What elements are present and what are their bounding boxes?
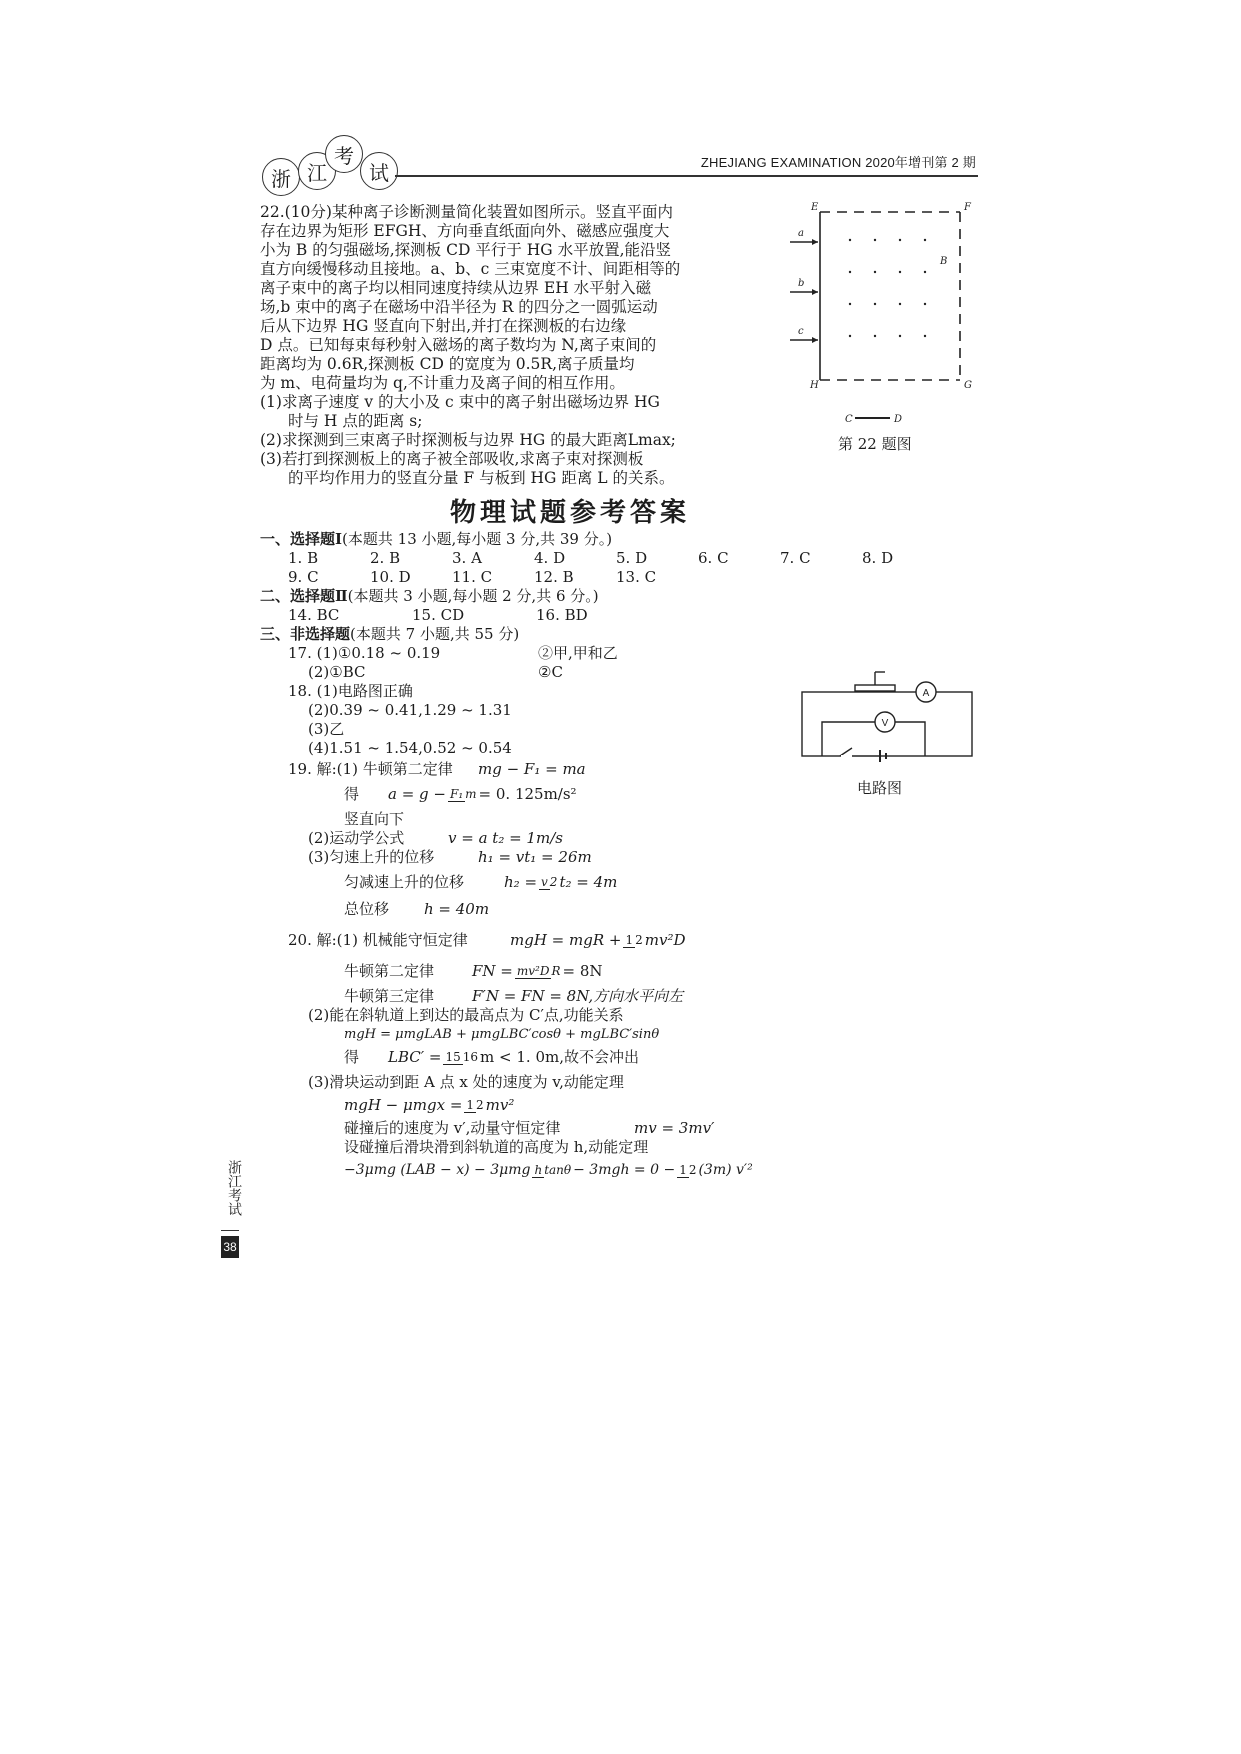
answer-item: 13. C bbox=[616, 568, 657, 586]
q20-line bbox=[260, 1161, 960, 1180]
field-dot bbox=[899, 303, 901, 305]
q20-text: (2)能在斜轨道上到达的最高点为 C′点,功能关系 bbox=[308, 1006, 624, 1024]
q22-sub: (2)求探测到三束离子时探测板与边界 HG 的最大距离Lmax; bbox=[260, 431, 676, 449]
frac-num: F₁ bbox=[450, 786, 464, 801]
q19-eq: mg − F₁ = ma bbox=[478, 760, 586, 778]
answer-item: 12. B bbox=[534, 568, 574, 586]
q20-line bbox=[260, 1025, 960, 1044]
frac-den: 16 bbox=[462, 1049, 479, 1064]
answer-item: 2. B bbox=[370, 549, 401, 567]
q19-text: (2)运动学公式 bbox=[308, 829, 405, 847]
q20-eq: LBC′ = bbox=[388, 1048, 442, 1066]
frac-den: m bbox=[465, 786, 477, 801]
q17-part: (2)①BC bbox=[308, 663, 366, 681]
answer-item: 8. D bbox=[862, 549, 894, 567]
q20-eq: (3m) v′² bbox=[698, 1162, 753, 1178]
seal-zhe: 浙 bbox=[262, 158, 300, 196]
label-h: H bbox=[810, 380, 819, 391]
answers bbox=[260, 530, 960, 1180]
q19-eq: h = 40m bbox=[424, 900, 490, 918]
section2-heading bbox=[260, 587, 960, 606]
q22-line: 小为 B 的匀强磁场,探测板 CD 平行于 HG 水平放置,能沿竖 bbox=[260, 241, 671, 259]
q20-text: 得 bbox=[344, 1048, 360, 1066]
q20-line bbox=[260, 987, 960, 1006]
q20-fraction bbox=[515, 965, 561, 979]
q22-sub: 的平均作用力的竖直分量 F 与板到 HG 距离 L 的关系。 bbox=[288, 469, 675, 487]
answer-item: 11. C bbox=[452, 568, 493, 586]
q22-line: 22.(10分)某种离子诊断测量简化装置如图所示。竖直平面内 bbox=[260, 203, 673, 221]
q20-fraction bbox=[677, 1164, 696, 1178]
field-dot bbox=[849, 271, 851, 273]
field-dot bbox=[849, 239, 851, 241]
q22-line: 距离均为 0.6R,探测板 CD 的宽度为 0.5R,离子质量均 bbox=[260, 355, 635, 373]
answer-item: 9. C bbox=[288, 568, 319, 586]
section1-row1 bbox=[260, 549, 960, 568]
ammeter-label: A bbox=[922, 688, 930, 699]
q20-eq: mgH − μmgx = bbox=[344, 1096, 463, 1114]
spine-rule bbox=[221, 1230, 239, 1231]
q20-line bbox=[260, 931, 960, 950]
q19-line bbox=[260, 810, 960, 829]
q20-eq: mv = 3mv′ bbox=[634, 1119, 715, 1137]
label-e: E bbox=[811, 202, 819, 213]
q22-line: 后从下边界 HG 竖直向下射出,并打在探测板的右边缘 bbox=[260, 317, 627, 335]
q19-text: (3)匀速上升的位移 bbox=[308, 848, 435, 866]
field-dot bbox=[849, 335, 851, 337]
q20-eq: − 3mgh = 0 − bbox=[573, 1162, 676, 1178]
q19-eq: a = g − bbox=[388, 785, 446, 803]
q22-line: 离子束中的离子均以相同速度持续从边界 EH 水平射入磁 bbox=[260, 279, 652, 297]
field-dot bbox=[874, 239, 876, 241]
answer-title: 物理试题参考答案 bbox=[450, 498, 691, 528]
seal-shi: 试 bbox=[360, 152, 398, 190]
header-issue: ZHEJIANG EXAMINATION 2020年增刊第 2 期 bbox=[700, 155, 976, 170]
answer-item: 5. D bbox=[616, 549, 648, 567]
figure-22 bbox=[790, 200, 990, 440]
frac-den: R bbox=[551, 963, 561, 978]
answer-item: 10. D bbox=[370, 568, 411, 586]
q20-eq: mgH = μmgLAB + μmgLBC′cosθ + mgLBC′sinθ bbox=[344, 1027, 660, 1042]
frac-num: 1 bbox=[679, 1162, 687, 1177]
q20-fraction bbox=[532, 1164, 571, 1178]
q22-line: 为 m、电荷量均为 q,不计重力及离子间的相互作用。 bbox=[260, 374, 625, 392]
page-number: 38 bbox=[221, 1236, 239, 1258]
arrow-b-icon bbox=[812, 289, 818, 295]
circuit-diagram bbox=[800, 670, 980, 770]
label-a: a bbox=[798, 228, 804, 239]
field-dot bbox=[899, 239, 901, 241]
section1-note: (本题共 13 小题,每小题 3 分,共 39 分。) bbox=[342, 530, 613, 548]
q20-eq: mv² bbox=[485, 1096, 515, 1114]
q17-part: ②C bbox=[538, 663, 563, 681]
q22-line: 直方向缓慢移动且接地。a、b、c 三束宽度不计、间距相等的 bbox=[260, 260, 681, 278]
question-22 bbox=[260, 203, 760, 488]
answer-item: 4. D bbox=[534, 549, 566, 567]
q20-eq: FN = bbox=[472, 962, 513, 980]
label-d-plate: D bbox=[894, 414, 903, 425]
q20-text: 牛顿第二定律 bbox=[344, 962, 435, 980]
section2-title: 二、选择题Ⅱ bbox=[260, 587, 348, 605]
frac-den: 2 bbox=[476, 1097, 484, 1112]
frac-num: 15 bbox=[445, 1049, 461, 1064]
field-dot bbox=[899, 335, 901, 337]
frac-num: 1 bbox=[466, 1097, 475, 1112]
label-g: G bbox=[964, 380, 972, 391]
q19-text: 匀减速上升的位移 bbox=[344, 873, 465, 891]
q20-line bbox=[260, 1096, 960, 1115]
section2-note: (本题共 3 小题,每小题 2 分,共 6 分。) bbox=[347, 587, 599, 605]
answer-item: 6. C bbox=[698, 549, 729, 567]
q18-text: (2)0.39 ~ 0.41,1.29 ~ 1.31 bbox=[308, 701, 512, 719]
field-dot bbox=[924, 335, 926, 337]
q22-line: 存在边界为矩形 EFGH、方向垂直纸面向外、磁感应强度大 bbox=[260, 222, 670, 240]
q20-line bbox=[260, 1119, 960, 1138]
frac-den: tanθ bbox=[544, 1162, 572, 1177]
frac-num: h bbox=[534, 1162, 543, 1177]
section3-title: 三、非选择题 bbox=[260, 625, 351, 643]
q20-line bbox=[260, 1006, 960, 1025]
q20-text: 碰撞后的速度为 v′,动量守恒定律 bbox=[344, 1119, 561, 1137]
q20-text: 牛顿第三定律 bbox=[344, 987, 435, 1005]
q19-eq: t₂ = 4m bbox=[559, 873, 618, 891]
q19-text: 竖直向下 bbox=[344, 810, 405, 828]
q20-fraction bbox=[464, 1099, 483, 1113]
q19-line bbox=[260, 900, 960, 919]
q18-text: 18. (1)电路图正确 bbox=[288, 682, 413, 700]
field-dot bbox=[849, 303, 851, 305]
frac-num: mv²D bbox=[516, 963, 550, 978]
voltmeter-label: V bbox=[881, 718, 889, 729]
field-dot bbox=[874, 271, 876, 273]
frac-den: 2 bbox=[635, 932, 643, 947]
q20-line bbox=[260, 1048, 960, 1067]
label-f: F bbox=[964, 202, 971, 213]
circuit-caption: 电路图 bbox=[857, 779, 903, 797]
q17-part: 17. (1)①0.18 ~ 0.19 bbox=[288, 644, 441, 662]
section3-heading bbox=[260, 625, 960, 644]
section1-heading bbox=[260, 530, 960, 549]
voltmeter-wire bbox=[895, 722, 925, 756]
label-c: c bbox=[798, 326, 804, 337]
answer-item: 15. CD bbox=[412, 606, 465, 624]
q20-eq: mgH = mgR + bbox=[510, 931, 622, 949]
section1-title: 一、选择题Ⅰ bbox=[260, 530, 343, 548]
label-c-plate: C bbox=[845, 414, 853, 425]
q20-line bbox=[260, 1073, 960, 1092]
q20-line bbox=[260, 962, 960, 981]
q19-line bbox=[260, 785, 960, 804]
q19-text: 总位移 bbox=[344, 900, 390, 918]
q22-sub: (1)求离子速度 v 的大小及 c 束中的离子射出磁场边界 HG bbox=[260, 393, 660, 411]
q19-eq: v = a t₂ = 1m/s bbox=[448, 829, 563, 847]
frac-num: 1 bbox=[625, 932, 634, 947]
q19-line bbox=[260, 829, 960, 848]
seal-jiang: 江 bbox=[298, 152, 336, 190]
section3-note: (本题共 7 小题,共 55 分) bbox=[350, 625, 520, 643]
figure-22-caption: 第 22 题图 bbox=[838, 435, 912, 453]
q20-text: (3)滑块运动到距 A 点 x 处的速度为 v,动能定理 bbox=[308, 1073, 624, 1091]
q20-eq: F′N = FN = 8N,方向水平向左 bbox=[472, 987, 684, 1005]
q19-fraction bbox=[539, 876, 557, 890]
q19-line bbox=[260, 873, 960, 892]
spine-title: 浙江考试 bbox=[226, 1160, 242, 1216]
answer-item: 14. BC bbox=[288, 606, 340, 624]
field-dot bbox=[924, 303, 926, 305]
q20-text: 设碰撞后滑块滑到斜轨道的高度为 h,动能定理 bbox=[344, 1138, 649, 1156]
q19-fraction bbox=[448, 788, 477, 802]
field-dot bbox=[924, 271, 926, 273]
seal-kao: 考 bbox=[325, 135, 363, 173]
label-b-field: B bbox=[940, 256, 948, 267]
q22-sub: (3)若打到探测板上的离子被全部吸收,求离子束对探测板 bbox=[260, 450, 644, 468]
arrow-c-icon bbox=[812, 337, 818, 343]
field-dot bbox=[899, 271, 901, 273]
q19-line bbox=[260, 848, 960, 867]
field-dot bbox=[924, 239, 926, 241]
q19-text: 得 bbox=[344, 785, 360, 803]
q22-sub: 时与 H 点的距离 s; bbox=[288, 412, 423, 430]
q18-text: (4)1.51 ~ 1.54,0.52 ~ 0.54 bbox=[308, 739, 512, 757]
q20-eq: = 8N bbox=[562, 962, 603, 980]
q22-line: 场,b 束中的离子在磁场中沿半径为 R 的四分之一圆弧运动 bbox=[260, 298, 658, 316]
q19-eq: = 0. 125m/s² bbox=[478, 785, 577, 803]
field-dot bbox=[874, 303, 876, 305]
q20-eq: mv²D bbox=[644, 931, 686, 949]
q20-eq: −3μmg (LAB − x) − 3μmg bbox=[344, 1162, 531, 1178]
frac-den: 2 bbox=[549, 874, 558, 889]
q20-eq: m < 1. 0m,故不会冲出 bbox=[480, 1048, 639, 1066]
frac-den: 2 bbox=[688, 1162, 697, 1177]
label-b: b bbox=[798, 278, 805, 289]
arrow-a-icon bbox=[812, 239, 818, 245]
q19-eq: h₂ = bbox=[504, 873, 538, 891]
answer-item: 3. A bbox=[452, 549, 482, 567]
rheostat-icon bbox=[855, 685, 895, 691]
header-rule bbox=[395, 175, 978, 177]
q17-row1 bbox=[260, 644, 960, 663]
frac-num: v bbox=[541, 874, 548, 889]
section1-row2 bbox=[260, 568, 960, 587]
q18-text: (3)乙 bbox=[308, 720, 345, 738]
q19-text: 19. 解:(1) 牛顿第二定律 bbox=[288, 760, 453, 778]
q20-fraction bbox=[443, 1051, 478, 1065]
section2-row bbox=[260, 606, 960, 625]
q19-eq: h₁ = vt₁ = 26m bbox=[478, 848, 592, 866]
q20-fraction bbox=[623, 934, 642, 948]
q17-part: ②甲,甲和乙 bbox=[538, 644, 618, 662]
q22-line: D 点。已知每束每秒射入磁场的离子数均为 N,离子束间的 bbox=[260, 336, 657, 354]
answer-item: 1. B bbox=[288, 549, 319, 567]
q20-line bbox=[260, 1138, 960, 1157]
field-dot bbox=[874, 335, 876, 337]
switch-icon bbox=[840, 748, 852, 756]
answer-item: 7. C bbox=[780, 549, 811, 567]
q20-text: 20. 解:(1) 机械能守恒定律 bbox=[288, 931, 468, 949]
answer-item: 16. BD bbox=[536, 606, 588, 624]
